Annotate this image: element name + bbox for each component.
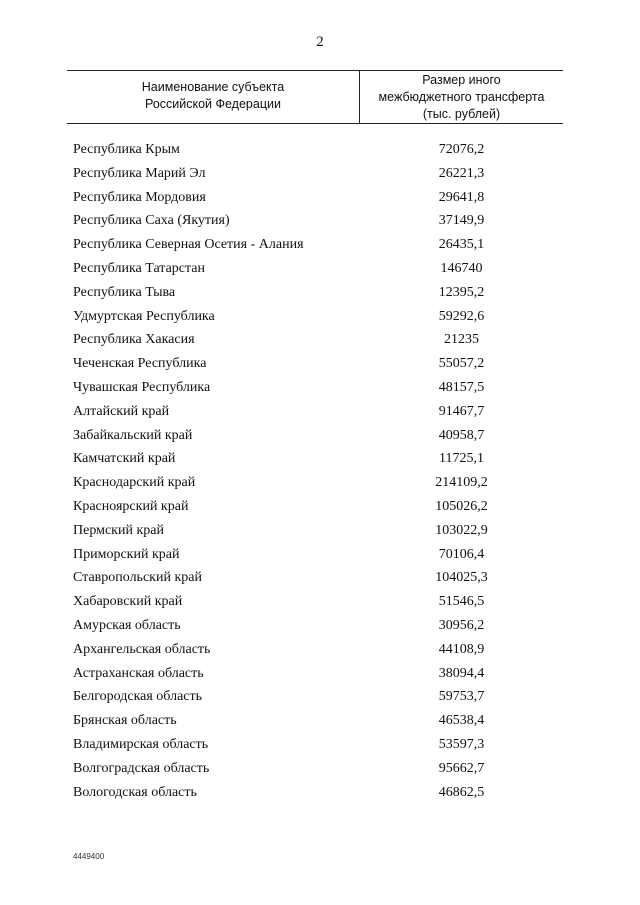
subject-name-cell: Республика Тыва — [73, 284, 176, 300]
table-row — [0, 759, 640, 783]
transfer-amount-cell: 59292,6 — [438, 308, 485, 324]
subject-name-cell: Краснодарский край — [73, 475, 196, 491]
transfer-amount-cell: 40958,7 — [438, 427, 485, 443]
table-row — [0, 640, 640, 664]
transfer-amount-cell: 38094,4 — [438, 665, 485, 681]
subject-name-cell: Астраханская область — [73, 665, 204, 681]
transfer-amount-cell: 26221,3 — [438, 165, 485, 181]
subject-name-cell: Республика Марий Эл — [73, 165, 206, 181]
transfer-amount-cell: 44108,9 — [438, 641, 485, 657]
subject-name-cell: Пермский край — [73, 522, 164, 538]
subject-name-cell: Камчатский край — [73, 451, 176, 467]
page-number: 2 — [316, 34, 324, 50]
table-row — [0, 592, 640, 616]
table-row — [0, 783, 640, 807]
transfer-amount-cell: 95662,7 — [438, 760, 485, 776]
transfer-amount-cell: 146740 — [440, 260, 483, 276]
header-transfer-amount-line: межбюджетного трансферта — [378, 90, 545, 104]
table-row — [0, 687, 640, 711]
table-body — [0, 140, 640, 806]
table-row — [0, 711, 640, 735]
table-row — [0, 211, 640, 235]
header-transfer-amount-line: (тыс. рублей) — [422, 107, 501, 121]
transfer-amount-cell: 46862,5 — [438, 784, 485, 800]
transfer-amount-cell: 105026,2 — [435, 498, 488, 514]
subject-name-cell: Алтайский край — [73, 403, 170, 419]
table-row — [0, 545, 640, 569]
transfer-amount-cell: 30956,2 — [438, 617, 485, 633]
table-row — [0, 402, 640, 426]
subject-name-cell: Забайкальский край — [73, 427, 193, 443]
table-row — [0, 616, 640, 640]
transfer-amount-cell: 55057,2 — [438, 356, 485, 372]
subject-name-cell: Белгородская область — [73, 689, 203, 705]
transfer-amount-cell: 72076,2 — [438, 142, 485, 157]
header-transfer-amount-line: Размер иного — [422, 73, 501, 87]
subject-name-cell: Удмуртская Республика — [73, 308, 215, 324]
subject-name-cell: Брянская область — [73, 713, 177, 729]
table-row — [0, 449, 640, 473]
subject-name-cell: Республика Крым — [73, 142, 180, 157]
transfer-amount-cell: 214109,2 — [435, 475, 488, 491]
transfer-amount-cell: 103022,9 — [435, 522, 488, 538]
subject-name-cell: Ставропольский край — [73, 570, 202, 586]
transfer-amount-cell: 12395,2 — [438, 284, 485, 300]
table-row — [0, 426, 640, 450]
subject-name-cell: Республика Мордовия — [73, 189, 206, 205]
transfer-amount-cell: 48157,5 — [438, 379, 485, 395]
table-row — [0, 188, 640, 212]
table-row — [0, 664, 640, 688]
table-row — [0, 140, 640, 164]
subject-name-cell: Приморский край — [73, 546, 180, 562]
table-row — [0, 473, 640, 497]
subject-name-cell: Республика Хакасия — [73, 332, 195, 348]
header-subject-name-line: Наименование субъекта — [141, 80, 285, 94]
table-row — [0, 235, 640, 259]
transfer-amount-cell: 46538,4 — [438, 713, 485, 729]
transfer-amount-cell: 53597,3 — [438, 736, 485, 752]
subject-name-cell: Республика Северная Осетия - Алания — [73, 237, 304, 253]
transfer-amount-cell: 104025,3 — [435, 570, 488, 586]
transfer-amount-cell: 59753,7 — [438, 689, 485, 705]
subject-name-cell: Владимирская область — [73, 736, 209, 752]
table-row — [0, 259, 640, 283]
table-row — [0, 164, 640, 188]
table-row — [0, 283, 640, 307]
transfer-amount-cell: 91467,7 — [438, 403, 485, 419]
table-row — [0, 568, 640, 592]
subject-name-cell: Хабаровский край — [73, 594, 183, 610]
header-subject-name — [67, 79, 359, 113]
table-row — [0, 497, 640, 521]
document-code: 4449400 — [73, 852, 105, 861]
subject-name-cell: Архангельская область — [73, 641, 211, 657]
table-row — [0, 378, 640, 402]
subject-name-cell: Чеченская Республика — [73, 356, 207, 372]
transfer-amount-cell: 29641,8 — [438, 189, 485, 205]
transfer-amount-cell: 37149,9 — [438, 213, 485, 229]
table-header — [67, 70, 563, 124]
subject-name-cell: Вологодская область — [73, 784, 197, 800]
table-row — [0, 735, 640, 759]
subject-name-cell: Красноярский край — [73, 498, 189, 514]
transfer-amount-cell: 11725,1 — [439, 451, 484, 467]
header-transfer-amount — [360, 72, 563, 123]
subject-name-cell: Чувашская Республика — [73, 379, 211, 395]
transfer-amount-cell: 21235 — [444, 332, 479, 348]
transfer-amount-cell: 51546,5 — [438, 594, 485, 610]
table-row — [0, 354, 640, 378]
subject-name-cell: Республика Саха (Якутия) — [73, 213, 230, 229]
subject-name-cell: Амурская область — [73, 617, 181, 633]
table-row — [0, 307, 640, 331]
table-row — [0, 330, 640, 354]
transfer-amount-cell: 70106,4 — [438, 546, 485, 562]
transfer-amount-cell: 26435,1 — [438, 237, 485, 253]
subject-name-cell: Республика Татарстан — [73, 260, 206, 276]
header-subject-name-line: Российской Федерации — [145, 97, 281, 111]
subject-name-cell: Волгоградская область — [73, 760, 210, 776]
table-row — [0, 521, 640, 545]
